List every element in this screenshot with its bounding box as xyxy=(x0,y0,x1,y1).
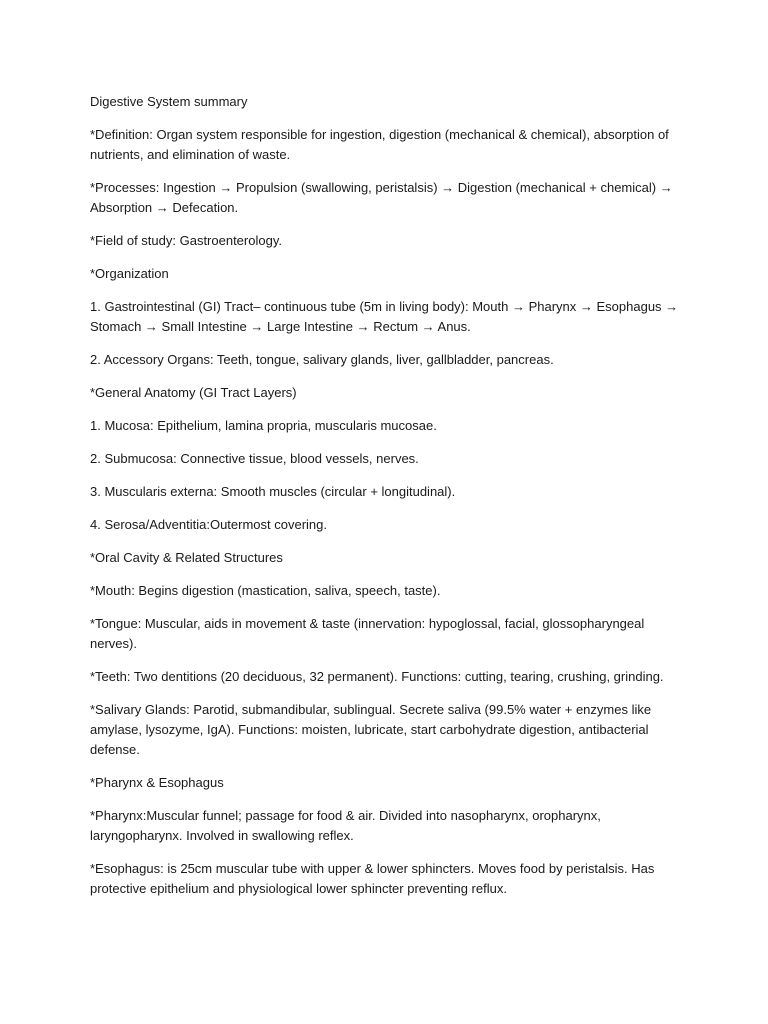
oral-cavity-heading: *Oral Cavity & Related Structures xyxy=(90,550,283,565)
serosa-item: 4. Serosa/Adventitia:Outermost covering. xyxy=(90,517,328,532)
gi-tract-item: 1. Gastrointestinal (GI) Tract– continuous tube (5m in living body): Mouth → Pharynx → Esophagus → Stomach → Small Intestine → Large Intestine → Rectum → Anus. xyxy=(90,299,679,334)
submucosa-item: 2. Submucosa: Connective tissue, blood vessels, nerves. xyxy=(90,451,419,466)
salivary-glands-paragraph: *Salivary Glands: Parotid, submandibular, sublingual. Secrete saliva (99.5% water + enzymes like amylase, lysozyme, IgA). Functions: moisten, lubricate, start carbohydrate digestion, antibacterial defense. xyxy=(90,702,652,757)
document-title: Digestive System summary xyxy=(90,94,248,109)
mucosa-item: 1. Mucosa: Epithelium, lamina propria, muscularis mucosae. xyxy=(90,418,437,433)
esophagus-paragraph: *Esophagus: is 25cm muscular tube with upper & lower sphincters. Moves food by peristalsis. Has protective epithelium and physiological lower sphincter preventing reflux. xyxy=(90,861,655,896)
general-anatomy-heading: *General Anatomy (GI Tract Layers) xyxy=(90,385,297,400)
teeth-paragraph: *Teeth: Two dentitions (20 deciduous, 32 permanent). Functions: cutting, tearing, crushing, grinding. xyxy=(90,669,664,684)
tongue-paragraph: *Tongue: Muscular, aids in movement & taste (innervation: hypoglossal, facial, glossopharyngeal nerves). xyxy=(90,616,645,651)
accessory-organs-item: 2. Accessory Organs: Teeth, tongue, salivary glands, liver, gallbladder, pancreas. xyxy=(90,352,554,367)
field-of-study-paragraph: *Field of study: Gastroenterology. xyxy=(90,233,282,248)
mouth-paragraph: *Mouth: Begins digestion (mastication, saliva, speech, taste). xyxy=(90,583,441,598)
pharynx-paragraph: *Pharynx:Muscular funnel; passage for food & air. Divided into nasopharynx, oropharynx, laryngopharynx. Involved in swallowing reflex. xyxy=(90,808,601,843)
document-body xyxy=(90,92,680,912)
definition-paragraph: *Definition: Organ system responsible for ingestion, digestion (mechanical & chemical), absorption of nutrients, and elimination of waste. xyxy=(90,127,669,162)
pharynx-esophagus-heading: *Pharynx & Esophagus xyxy=(90,775,224,790)
processes-paragraph: *Processes: Ingestion → Propulsion (swallowing, peristalsis) → Digestion (mechanical + chemical) → Absorption → Defecation. xyxy=(90,180,673,215)
muscularis-externa-item: 3. Muscularis externa: Smooth muscles (circular + longitudinal). xyxy=(90,484,456,499)
organization-heading: *Organization xyxy=(90,266,169,281)
